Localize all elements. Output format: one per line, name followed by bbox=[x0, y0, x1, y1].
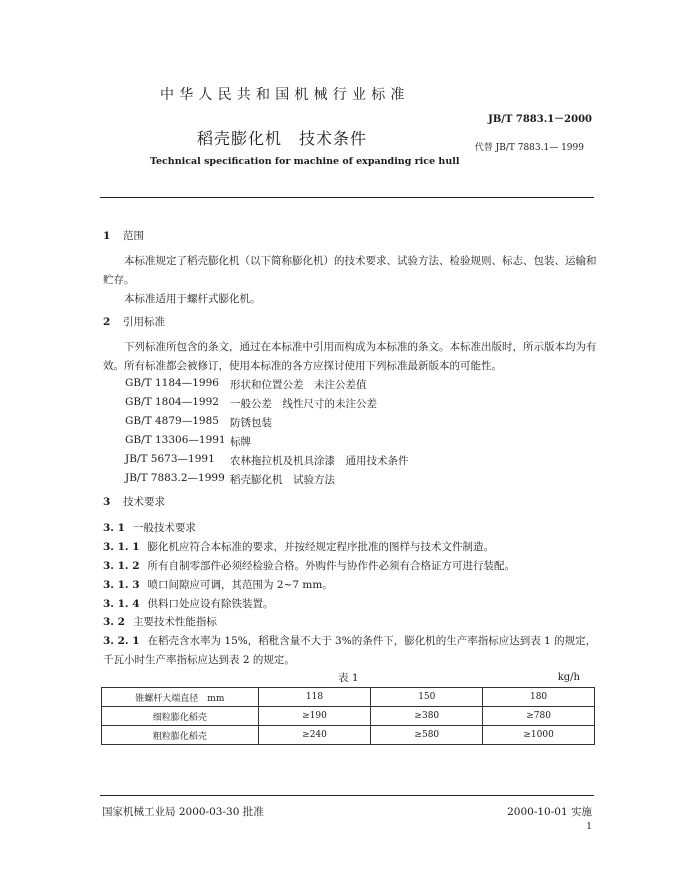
section-number: 3 bbox=[103, 496, 111, 508]
standard-category-title: 中华人民共和国机械行业标准 bbox=[160, 87, 410, 103]
table-1-unit: kg/h bbox=[557, 672, 580, 683]
clause-number: 3. 1. 2 bbox=[103, 560, 140, 572]
table-row bbox=[102, 688, 595, 707]
reference-code: GB/T 13306—1991 bbox=[125, 434, 226, 446]
subsection-title: 主要技术性能指标 bbox=[132, 616, 217, 628]
table-cell: 150 bbox=[371, 688, 483, 707]
table-cell: ≥580 bbox=[371, 726, 483, 745]
table-cell: ≥1000 bbox=[483, 726, 595, 745]
clause-3-1-1 bbox=[103, 539, 494, 554]
reference-code: GB/T 1184—1996 bbox=[125, 377, 219, 389]
table-cell: 118 bbox=[258, 688, 371, 707]
approval-line: 国家机械工业局 2000-03-30 批准 bbox=[102, 806, 264, 818]
table-cell: ≥380 bbox=[371, 707, 483, 726]
section-2-paragraph-1: 下列标准所包含的条文，通过在本标准中引用而构成为本标准的条文。本标准出版时，所示版本均为有效。所有标准都会被修订，使用本标准的各方应探讨使用下列标准最新版本的可能性。 bbox=[103, 341, 597, 372]
reference-name: 农林拖拉机及机具涂漆 通用技术条件 bbox=[230, 455, 409, 467]
section-number: 1 bbox=[103, 230, 111, 242]
document-title-cn: 稻壳膨化机 技术条件 bbox=[197, 129, 368, 148]
table-1-title: 表 1 bbox=[338, 672, 359, 684]
section-1-paragraph-2: 本标准适用于螺杆式膨化机。 bbox=[124, 293, 261, 305]
clause-3-1-3 bbox=[103, 577, 333, 592]
section-number: 2 bbox=[103, 316, 111, 328]
clause-3-2-1 bbox=[103, 632, 597, 670]
clause-number: 3. 1. 1 bbox=[103, 541, 140, 553]
reference-name: 防锈包装 bbox=[230, 417, 272, 429]
table-cell: ≥780 bbox=[483, 707, 595, 726]
table-cell: 锥螺杆大端直径 mm bbox=[102, 688, 259, 707]
subsection-number: 3. 2 bbox=[103, 616, 125, 628]
reference-name: 稻壳膨化机 试验方法 bbox=[230, 474, 335, 486]
footer-divider bbox=[100, 795, 594, 796]
section-1-paragraph-1: 本标准规定了稻壳膨化机（以下简称膨化机）的技术要求、试验方法、检验规则、标志、包装、运输和贮存。 bbox=[103, 255, 597, 286]
clause-number: 3. 1. 3 bbox=[103, 579, 140, 591]
reference-code: JB/T 7883.2—1999 bbox=[125, 472, 225, 484]
replaces-standard: 代替 JB/T 7883.1— 1999 bbox=[474, 143, 584, 153]
clause-text: 在稻壳含水率为 15%，稻秕含量不大于 3%的条件下，膨化机的生产率指标应达到表 1 的规定，千瓦小时生产率指标应达到表 2 的规定。 bbox=[103, 635, 597, 666]
table-row bbox=[102, 726, 595, 745]
table-cell: 180 bbox=[483, 688, 595, 707]
subsection-number: 3. 1 bbox=[103, 522, 125, 534]
clause-text: 膨化机应符合本标准的要求，并按经规定程序批准的图样与技术文件制造。 bbox=[147, 541, 495, 553]
reference-code: GB/T 1804—1992 bbox=[125, 396, 219, 408]
clause-text: 所有自制零部件必须经检验合格。外购件与协作件必须有合格证方可进行装配。 bbox=[147, 560, 516, 572]
reference-name: 一般公差 线性尺寸的未注公差 bbox=[230, 398, 377, 410]
clause-text: 喷口间隙应可调，其范围为 2~7 mm。 bbox=[147, 579, 333, 591]
subsection-3-1-heading bbox=[103, 520, 196, 535]
standard-number: JB/T 7883.1－2000 bbox=[488, 114, 592, 125]
clause-number: 3. 1. 4 bbox=[103, 598, 140, 610]
section-2-heading bbox=[103, 314, 165, 329]
clause-number: 3. 2. 1 bbox=[103, 635, 140, 647]
section-1-heading bbox=[103, 228, 144, 243]
section-title: 引用标准 bbox=[123, 316, 165, 328]
clause-text: 供料口处应设有除铁装置。 bbox=[147, 598, 274, 610]
section-title: 范围 bbox=[123, 230, 144, 242]
table-row bbox=[102, 707, 595, 726]
reference-name: 标牌 bbox=[230, 436, 251, 448]
reference-code: JB/T 5673—1991 bbox=[125, 453, 215, 465]
page-number: 1 bbox=[586, 822, 592, 832]
reference-name: 形状和位置公差 未注公差值 bbox=[230, 379, 367, 391]
header-divider bbox=[100, 197, 594, 198]
subsection-3-2-heading bbox=[103, 614, 217, 629]
reference-code: GB/T 4879—1985 bbox=[125, 415, 219, 427]
table-cell: 粗粒膨化稻壳 bbox=[102, 726, 259, 745]
table-cell: ≥240 bbox=[258, 726, 371, 745]
subsection-title: 一般技术要求 bbox=[132, 522, 196, 534]
table-cell: ≥190 bbox=[258, 707, 371, 726]
implementation-date: 2000-10-01 实施 bbox=[507, 806, 592, 818]
clause-3-1-4 bbox=[103, 596, 274, 611]
clause-3-1-2 bbox=[103, 558, 515, 573]
table-1 bbox=[101, 687, 595, 745]
table-cell: 细粒膨化稻壳 bbox=[102, 707, 259, 726]
section-3-heading bbox=[103, 494, 165, 509]
document-title-en: Technical specification for machine of expanding rice hull bbox=[150, 156, 460, 167]
section-title: 技术要求 bbox=[123, 496, 165, 508]
